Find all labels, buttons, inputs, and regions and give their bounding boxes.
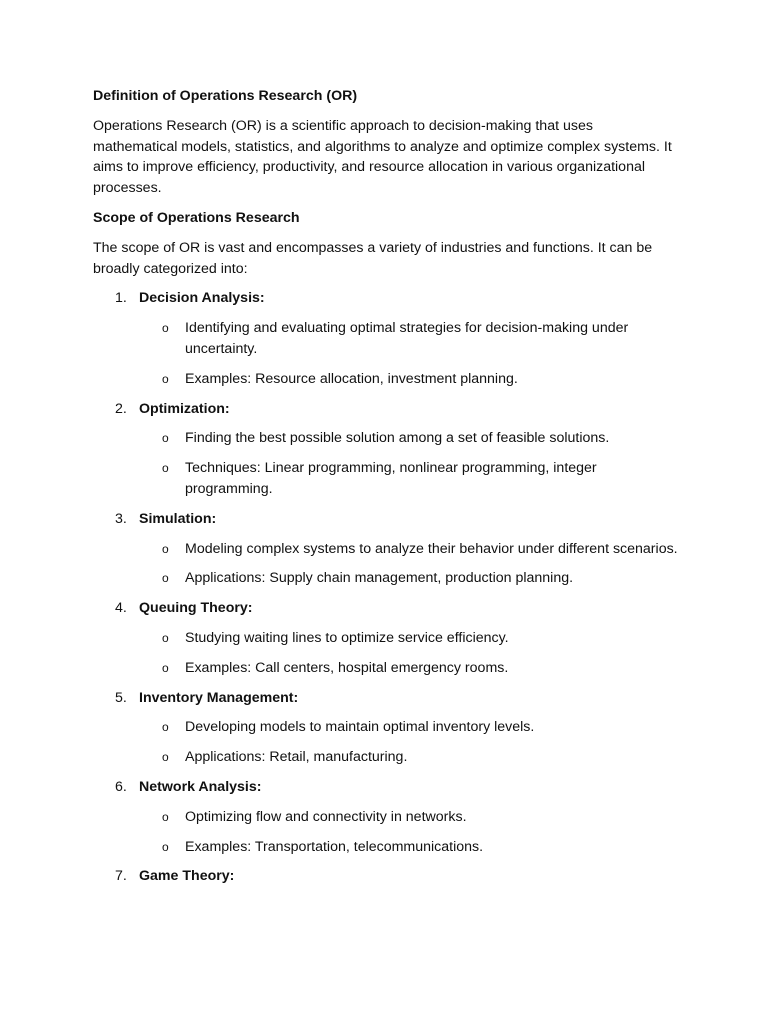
- hollow-circle-bullet-icon: o: [162, 431, 169, 446]
- scope-intro-paragraph: The scope of OR is vast and encompasses a variety of industries and functions. It can be broadly categorized into:: [93, 239, 653, 277]
- definition-paragraph: Operations Research (OR) is a scientific approach to decision-making that uses mathematical models, statistics, and algorithms to analyze and optimize complex systems. It aims to improve efficiency, productivity, and resource allocation in various organizational processes.: [93, 117, 672, 197]
- list-item-number: 1.: [115, 290, 127, 307]
- sub-point-text: Applications: Supply chain management, production planning.: [185, 570, 574, 587]
- hollow-circle-bullet-icon: o: [162, 809, 169, 824]
- sub-point-list: [139, 539, 678, 590]
- scope-heading: Scope of Operations Research: [93, 209, 300, 226]
- hollow-circle-bullet-icon: o: [162, 321, 169, 336]
- list-item: [93, 288, 678, 389]
- sub-point: [139, 568, 678, 589]
- sub-point-text: Techniques: Linear programming, nonlinear programming, integer programming.: [185, 460, 597, 497]
- list-item: [93, 688, 678, 768]
- list-item-title: Inventory Management:: [139, 689, 299, 706]
- sub-point: [139, 837, 678, 858]
- list-item-title: Simulation:: [139, 510, 217, 527]
- sub-point-text: Examples: Call centers, hospital emergency rooms.: [185, 659, 509, 676]
- sub-point: [139, 539, 678, 560]
- list-item-title: Optimization:: [139, 400, 230, 417]
- list-item-number: 3.: [115, 510, 127, 527]
- sub-point: [139, 428, 678, 449]
- sub-point-list: [139, 807, 678, 858]
- list-item-number: 6.: [115, 778, 127, 795]
- sub-point-list: [139, 318, 678, 389]
- sub-point-text: Applications: Retail, manufacturing.: [185, 749, 408, 766]
- sub-point: [139, 747, 678, 768]
- list-item-title: Network Analysis:: [139, 778, 262, 795]
- hollow-circle-bullet-icon: o: [162, 571, 169, 586]
- list-item: [93, 866, 678, 887]
- scope-category-list: [93, 288, 678, 887]
- sub-point-text: Finding the best possible solution among a set of feasible solutions.: [185, 430, 610, 447]
- sub-point-text: Modeling complex systems to analyze their behavior under different scenarios.: [185, 540, 678, 557]
- hollow-circle-bullet-icon: o: [162, 660, 169, 675]
- hollow-circle-bullet-icon: o: [162, 839, 169, 854]
- list-item: [93, 777, 678, 857]
- sub-point: [139, 318, 678, 360]
- sub-point: [139, 628, 678, 649]
- hollow-circle-bullet-icon: o: [162, 371, 169, 386]
- sub-point: [139, 369, 678, 390]
- hollow-circle-bullet-icon: o: [162, 630, 169, 645]
- sub-point-list: [139, 717, 678, 768]
- hollow-circle-bullet-icon: o: [162, 541, 169, 556]
- sub-point-text: Identifying and evaluating optimal strategies for decision-making under uncertainty.: [185, 320, 629, 357]
- list-item-title: Queuing Theory:: [139, 600, 253, 617]
- sub-point: [139, 658, 678, 679]
- sub-point: [139, 807, 678, 828]
- sub-point: [139, 458, 678, 500]
- sub-point-text: Developing models to maintain optimal inventory levels.: [185, 719, 535, 736]
- sub-point-list: [139, 628, 678, 679]
- list-item-number: 2.: [115, 400, 127, 417]
- hollow-circle-bullet-icon: o: [162, 720, 169, 735]
- list-item-title: Game Theory:: [139, 868, 235, 885]
- list-item: [93, 399, 678, 500]
- list-item-number: 7.: [115, 868, 127, 885]
- list-item-number: 5.: [115, 689, 127, 706]
- document-page: [93, 86, 678, 896]
- hollow-circle-bullet-icon: o: [162, 750, 169, 765]
- list-item-number: 4.: [115, 600, 127, 617]
- sub-point: [139, 717, 678, 738]
- sub-point-text: Examples: Transportation, telecommunications.: [185, 838, 484, 855]
- list-item-title: Decision Analysis:: [139, 290, 265, 307]
- hollow-circle-bullet-icon: o: [162, 461, 169, 476]
- list-item: [93, 509, 678, 589]
- definition-heading: Definition of Operations Research (OR): [93, 88, 358, 104]
- sub-point-text: Optimizing flow and connectivity in networks.: [185, 808, 467, 825]
- sub-point-text: Examples: Resource allocation, investment planning.: [185, 370, 518, 387]
- list-item: [93, 598, 678, 678]
- sub-point-text: Studying waiting lines to optimize service efficiency.: [185, 629, 509, 646]
- sub-point-list: [139, 428, 678, 499]
